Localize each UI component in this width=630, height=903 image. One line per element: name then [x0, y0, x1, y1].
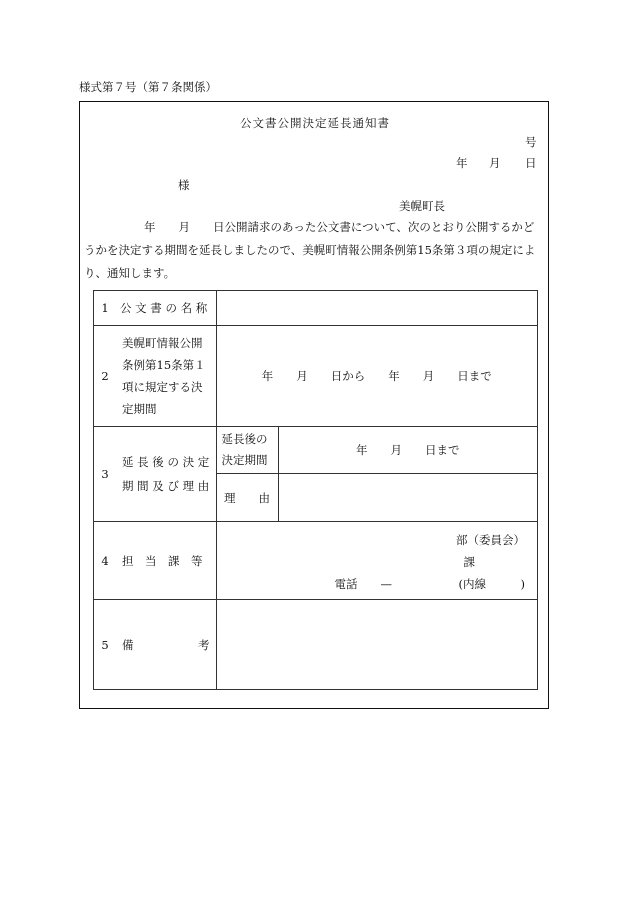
department-ka-label: 課: [463, 554, 475, 569]
department-value: [216, 522, 538, 600]
document-name-value: [216, 291, 538, 326]
date-day-label: 日: [525, 156, 537, 170]
notice-line-3: り、通知します。: [84, 266, 176, 280]
remarks-label-right: 考: [198, 637, 210, 652]
row-number: 3: [94, 427, 117, 522]
row-label-department: 担 当 課 等: [116, 522, 216, 600]
phone-label: 電話 —: [334, 576, 392, 591]
date-year-label: 年: [456, 156, 468, 170]
row-number: 5: [94, 600, 117, 690]
sub-label-extended-period: [216, 427, 278, 474]
extended-period-value: 年 月 日まで: [278, 427, 538, 474]
notice-body: [84, 216, 546, 285]
table-row: [94, 522, 538, 600]
decision-period-value: 年 月 日から 年 月 日まで: [216, 326, 538, 427]
sub-label-reason: 理 由: [216, 474, 278, 522]
extension-label: (内線 ): [458, 576, 525, 591]
label-line: 延 長 後 の 決 定: [122, 455, 210, 469]
remarks-value: [216, 600, 538, 690]
notice-line-2: うかを決定する期間を延長しましたので、美幌町情報公開条例第15条第３項の規定によ: [84, 243, 536, 257]
label-line: 美幌町情報公開: [122, 336, 203, 350]
table-row: [94, 600, 538, 690]
label-line: 延長後の: [221, 432, 268, 446]
form-number-label: 様式第７号（第７条関係）: [79, 80, 217, 94]
label-line: 条例第15条第１: [122, 358, 206, 372]
date-month-label: 月: [489, 156, 501, 170]
label-line: 期 間 及 び 理 由: [122, 479, 210, 493]
details-table: [93, 290, 538, 690]
row-label-remarks: [116, 600, 216, 690]
document-title: 公文書公開決定延長通知書: [240, 116, 390, 130]
document-number-label: 号: [525, 135, 537, 149]
row-number: 1: [94, 291, 117, 326]
row-label-extended-period-reason: [116, 427, 216, 522]
addressee-suffix: 様: [178, 178, 190, 192]
label-line: 決定期間: [221, 453, 268, 467]
row-label-document-name: 公 文 書 の 名 称: [116, 291, 216, 326]
table-row: [94, 427, 538, 474]
department-bu-label: 部（委員会）: [456, 532, 525, 547]
table-row: [94, 291, 538, 326]
table-row: [94, 326, 538, 427]
label-line: 定期間: [122, 402, 157, 416]
remarks-label-left: 備: [122, 637, 134, 652]
reason-value: [278, 474, 538, 522]
row-number: 2: [94, 326, 117, 427]
notice-line-1: 年 月 日公開請求のあった公文書について、次のとおり公開するかど: [144, 220, 535, 234]
label-line: 項に規定する決: [122, 380, 203, 394]
row-number: 4: [94, 522, 117, 600]
sender-name: 美幌町長: [399, 199, 445, 213]
row-label-decision-period: [116, 326, 216, 427]
